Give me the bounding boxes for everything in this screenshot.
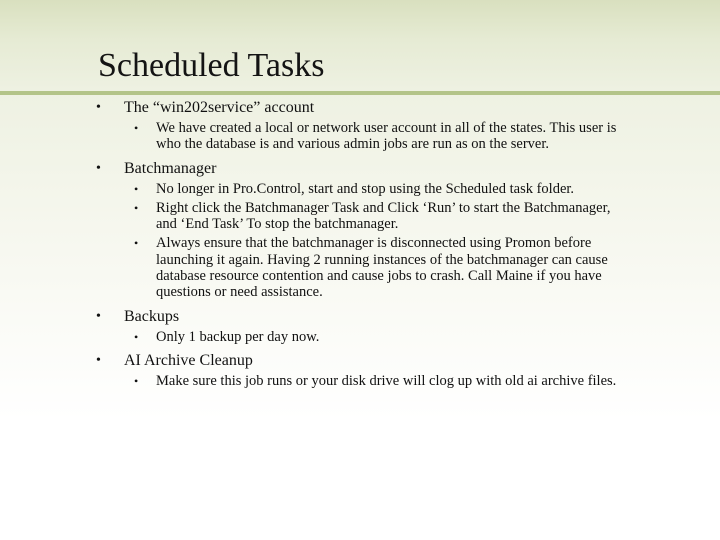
bullet-icon: • — [134, 373, 139, 388]
item-text: No longer in Pro.Control, start and stop using the Scheduled task folder. — [156, 180, 575, 197]
item-text: Right click the Batchmanager Task and Click ‘Run’ to start the Batchmanager, and ‘End Task’ To stop the batchmanager. — [156, 199, 611, 233]
bullet-account — [0, 98, 720, 118]
bullet-icon: • — [134, 181, 139, 196]
sub-bullet-ai-archive-1 — [0, 373, 626, 389]
slide-title: Scheduled Tasks — [98, 47, 325, 84]
item-text: Make sure this job runs or your disk drive will clog up with old ai archive files. — [156, 372, 617, 389]
sub-bullet-batchmanager-3 — [0, 235, 626, 300]
sub-bullet-batchmanager-2 — [0, 200, 626, 233]
bullet-icon: • — [96, 100, 101, 115]
sub-bullet-account-1 — [0, 120, 626, 153]
bullet-backups — [0, 307, 720, 327]
bullet-icon: • — [96, 160, 101, 176]
heading-text: Backups — [124, 307, 180, 325]
bullet-icon: • — [134, 329, 139, 344]
heading-text: Batchmanager — [124, 159, 217, 177]
bullet-icon: • — [134, 236, 139, 251]
title-divider — [0, 91, 720, 95]
item-text: Only 1 backup per day now. — [156, 328, 320, 345]
item-text: Always ensure that the batchmanager is disconnected using Promon before launching it again. Having 2 running instances of the batchmanager can cause database resource contention and cause jobs to crash. Call Maine if you have questions or need assistance. — [156, 235, 608, 301]
bullet-ai-archive-cleanup — [0, 351, 720, 371]
item-text: We have created a local or network user account in all of the states. This user is who the database is and various admin jobs are run as on the server. — [156, 120, 617, 153]
sub-bullet-batchmanager-1 — [0, 181, 626, 197]
heading-text: AI Archive Cleanup — [124, 351, 253, 369]
bullet-icon: • — [96, 308, 101, 324]
slide-content — [0, 98, 720, 389]
bullet-batchmanager — [0, 159, 720, 179]
bullet-icon: • — [134, 200, 139, 215]
bullet-icon: • — [96, 352, 101, 368]
heading-text: The “win202service” account — [124, 99, 315, 116]
sub-bullet-backups-1 — [0, 329, 626, 345]
bullet-icon: • — [134, 121, 139, 135]
